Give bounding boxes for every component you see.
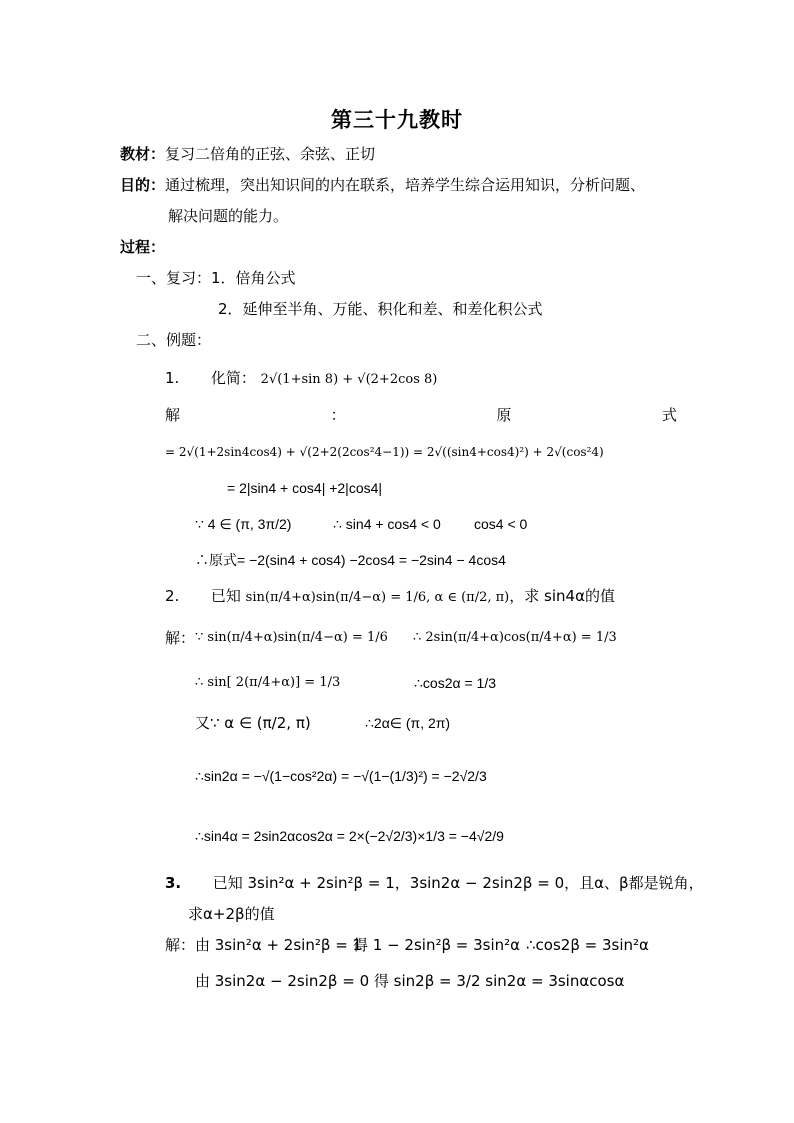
ex2-ask: ，求 sin4α的值 [509, 587, 615, 605]
ex2-step-3b: ∴2α∈ (π, 2π) [365, 715, 451, 731]
ex1-sol-char-4: 式 [661, 406, 677, 424]
ex2-prompt: 已知 [210, 587, 241, 605]
ex2-step-2a: ∴ sin[ 2(π/4+α)] = 1/3 [195, 675, 341, 690]
ex2-step-2b: ∴cos2α = 1/3 [414, 675, 496, 691]
ex1-line [165, 367, 437, 391]
ex1-prompt: 化简： [210, 369, 256, 387]
process-label: 过程： [120, 238, 166, 256]
ex3-step-1a: 解：由 3sin²α + 2sin²β = 1 [165, 936, 363, 954]
ex1-step-3b: ∴ sin4 + cos4 < 0 [333, 516, 441, 532]
ex3-step-1c: ∴cos2β = 3sin²α [526, 936, 649, 954]
goal-text-2: 解决问题的能力。 [168, 207, 289, 225]
goal-text-1: 通过梳理，突出知识间的内在联系，培养学生综合运用知识，分析问题、 [165, 176, 646, 194]
ex2-line [165, 585, 615, 609]
ex1-step-3c: cos4 < 0 [474, 516, 528, 532]
review-head: 一、复习： [136, 269, 212, 287]
ex1-step-1: = 2√(1+2sin4cos4) + √(2+2(2cos²4−1)) = 2√((sin4+cos4)²) + 2√(cos²4) [165, 445, 604, 459]
textbook-label: 教材： [120, 145, 166, 163]
review-item-1: 1．倍角公式 [211, 269, 296, 287]
goal-label: 目的： [120, 176, 166, 194]
goal-line [120, 174, 645, 196]
textbook-line [120, 143, 375, 165]
ex2-step-5: ∴sin4α = 2sin2αcos2α = 2×(−2√2/3)×1/3 = −4√2/9 [195, 828, 504, 844]
ex2-step-1a: ∵ sin(π/4+α)sin(π/4−α) = 1/6 [195, 630, 388, 645]
examples-head: 二、例题： [136, 331, 212, 349]
ex2-number: 2. [165, 587, 180, 605]
ex2-step-4: ∴sin2α = −√(1−cos²2α) = −√(1−(1/3)²) = −2√2/3 [195, 768, 487, 784]
textbook-text: 复习二倍角的正弦、余弦、正切 [165, 145, 376, 163]
ex1-solution-head [165, 404, 677, 426]
ex2-step-3a: 又∵ α ∈ (π/2, π) [195, 714, 311, 732]
ex1-step-2: = 2|sin4 + cos4| +2|cos4| [227, 480, 383, 496]
ex1-sol-char-2: ： [330, 406, 346, 424]
ex1-number: 1. [165, 369, 180, 387]
ex1-step-3a: ∵ 4 ∈ (π, 3π/2) [195, 516, 292, 532]
page-title: 第三十九教时 [331, 108, 463, 132]
ex2-sol-label: 解： [165, 629, 196, 647]
ex1-sol-char-1: 解 [165, 406, 181, 424]
ex3-ask: 求α+2β的值 [188, 905, 275, 923]
ex3-step-1b: 得 1 − 2sin²β = 3sin²α [353, 936, 521, 954]
ex1-expression: 2√(1+sin 8) + √(2+2cos 8) [260, 372, 438, 387]
ex3-step-2: 由 3sin2α − 2sin2β = 0 得 sin2β = 3/2 sin2α = 3sinαcosα [195, 972, 625, 990]
ex2-condition: sin(π/4+α)sin(π/4−α) = 1/6, α ∈ (π/2, π) [245, 590, 510, 605]
ex1-step-4: ∴原式= −2(sin4 + cos4) −2cos4 = −2sin4 − 4cos4 [195, 552, 506, 568]
ex3-number: 3. [165, 874, 182, 892]
ex3-prompt: 已知 3sin²α + 2sin²β = 1，3sin2α − 2sin2β = 0，且α、β都是锐角， [212, 874, 704, 892]
ex1-sol-char-3: 原 [496, 406, 512, 424]
ex3-line [165, 872, 704, 894]
review-item-2: 2．延伸至半角、万能、积化和差、和差化积公式 [218, 300, 543, 318]
ex2-step-1b: ∴ 2sin(π/4+α)cos(π/4+α) = 1/3 [413, 630, 617, 645]
review-line [136, 267, 296, 289]
